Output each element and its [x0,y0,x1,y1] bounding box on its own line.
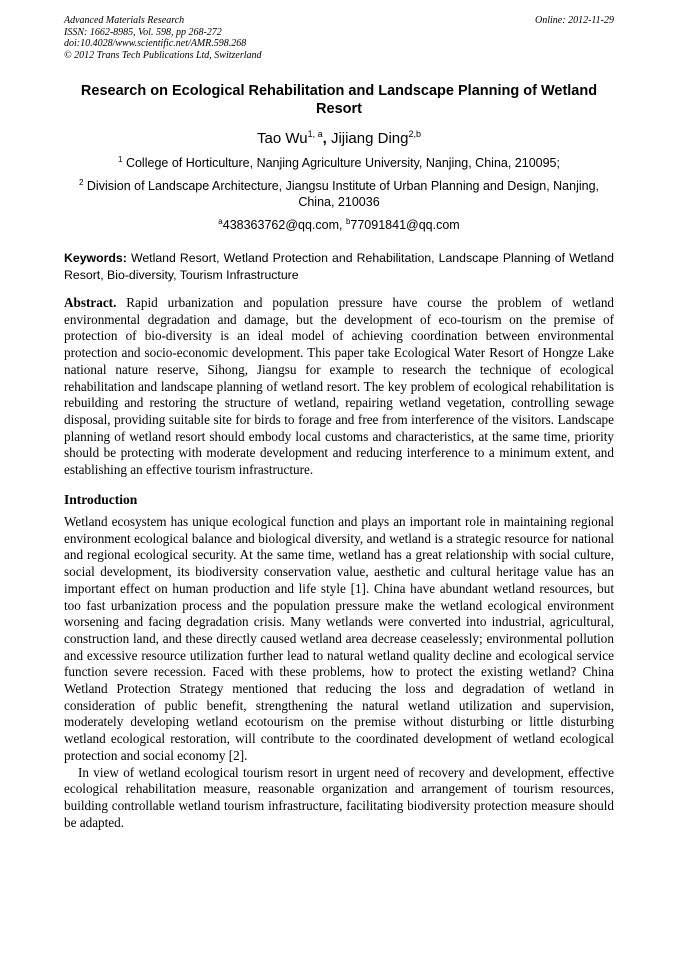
affiliation [64,178,614,211]
email-mark: b [345,216,351,226]
affiliation-number: 2 [78,177,84,187]
author-separator: , [322,130,331,147]
email-mark: a [218,216,223,226]
email-address[interactable]: 77091841@qq.com [350,217,460,232]
email-separator: , [339,217,346,232]
affiliation [64,155,614,172]
affiliation-number: 1 [118,155,123,164]
section-heading-introduction: Introduction [64,492,138,507]
author [331,130,421,147]
journal-info [64,15,614,61]
paragraph: In view of wetland ecological tourism resort in urgent need of recovery and development, effective ecological rehabilitation measure, reasonable organization and arrangement of tourism resources, building controllable wetland tourism infrastructure, facilitating biodiversity protection measure should be adapted. [64,764,614,830]
keywords [64,250,614,283]
online-date: Online: 2012-11-29 [535,15,614,26]
author-affiliation-mark: 2,b [408,129,421,139]
affiliation-text: College of Horticulture, Nanjing Agriculture University, Nanjing, China, 210095; [125,156,560,170]
paragraph: Wetland ecosystem has unique ecological function and plays an important role in maintaining regional environment ecological balance and biological diversity, and wetland is a strategic resource for national and regional ecological security. At the same time, wetland has a great relationship with social culture, social development, its biodiversity conservation value, aesthetic and cultural heritage value has an important effect on human production and life style [1]. China have abundant wetland resources, but too fast urbanization process and the population pressure make the wetland ecological environment worsening and facing degradation crisis. Many wetlands were converted into industrial, agricultural, construction land, and these directly caused wetland area decrease ceaselessly; environmental pollution and excessive resource utilization further lead to natural wetland quality decline and ecological service function severe recession. Faced with these problems, how to protect the existing wetland? China Wetland Protection Strategy mentioned that reducing the loss and degradation of wetland in consideration of public benefit, strengthening the natural wetland utilization and supervision, moderately developing wetland ecotourism on the premise without disturbing or little disturbing wetland ecological restoration, will contribute to the coordinated development of wetland ecological protection and social economy [2]. [64,514,614,763]
doi-line[interactable]: doi:10.4028/www.scientific.net/AMR.598.268 [64,38,247,49]
abstract-label: Abstract. [64,295,117,310]
paper-title: Research on Ecological Rehabilitation and Landscape Planning of Wetland Resort [80,83,598,117]
keywords-text: Wetland Resort, Wetland Protection and Rehabilitation, Landscape Planning of Wetland Resort, Bio-diversity, Tourism Infrastructure [64,251,614,282]
abstract-text: Rapid urbanization and population pressure have course the problem of wetland environmental degradation and damage, but the development of eco-tourism on the premise of protection of bio-diversity is an ideal model of achieving coordination between environmental protection and socio-economic development. This paper take Ecological Water Resort of Hongze Lake national nature reserve, Sihong, Jiangsu for example to research the technique of ecological rehabilitation and landscape planning of wetland resort. The key problem of ecological rehabilitation is rebuilding and restoring the structure of wetland, repairing wetland vegetation, controlling sewage disposal, providing suitable site for birds to forage and free from interference of the visitors. Landscape planning of wetland resort should embody local customs and characteristics, at the same time, priority should be protecting with moderate development and reducing interference to a minimum extent, and establishing an effective tourism infrastructure. [64,295,615,478]
issn-line: ISSN: 1662-8985, Vol. 598, pp 268-272 [64,26,222,38]
copyright-line: © 2012 Trans Tech Publications Ltd, Switzerland [64,49,262,61]
author [257,130,323,147]
author-name: Jijiang Ding [330,130,409,147]
introduction-body [64,514,614,831]
author-name: Tao Wu [256,130,308,147]
affiliation-text: Division of Landscape Architecture, Jiangsu Institute of Urban Planning and Design, Nanjing, China, 210036 [86,178,600,209]
author-list [64,130,614,148]
journal-name: Advanced Materials Research [64,15,185,26]
abstract [64,295,614,479]
author-affiliation-mark: 1, a [307,129,323,139]
keywords-label: Keywords: [64,251,127,265]
journal-header [64,15,614,61]
affiliations [64,155,614,239]
email-line [64,217,614,234]
email-address[interactable]: 438363762@qq.com [222,217,339,232]
